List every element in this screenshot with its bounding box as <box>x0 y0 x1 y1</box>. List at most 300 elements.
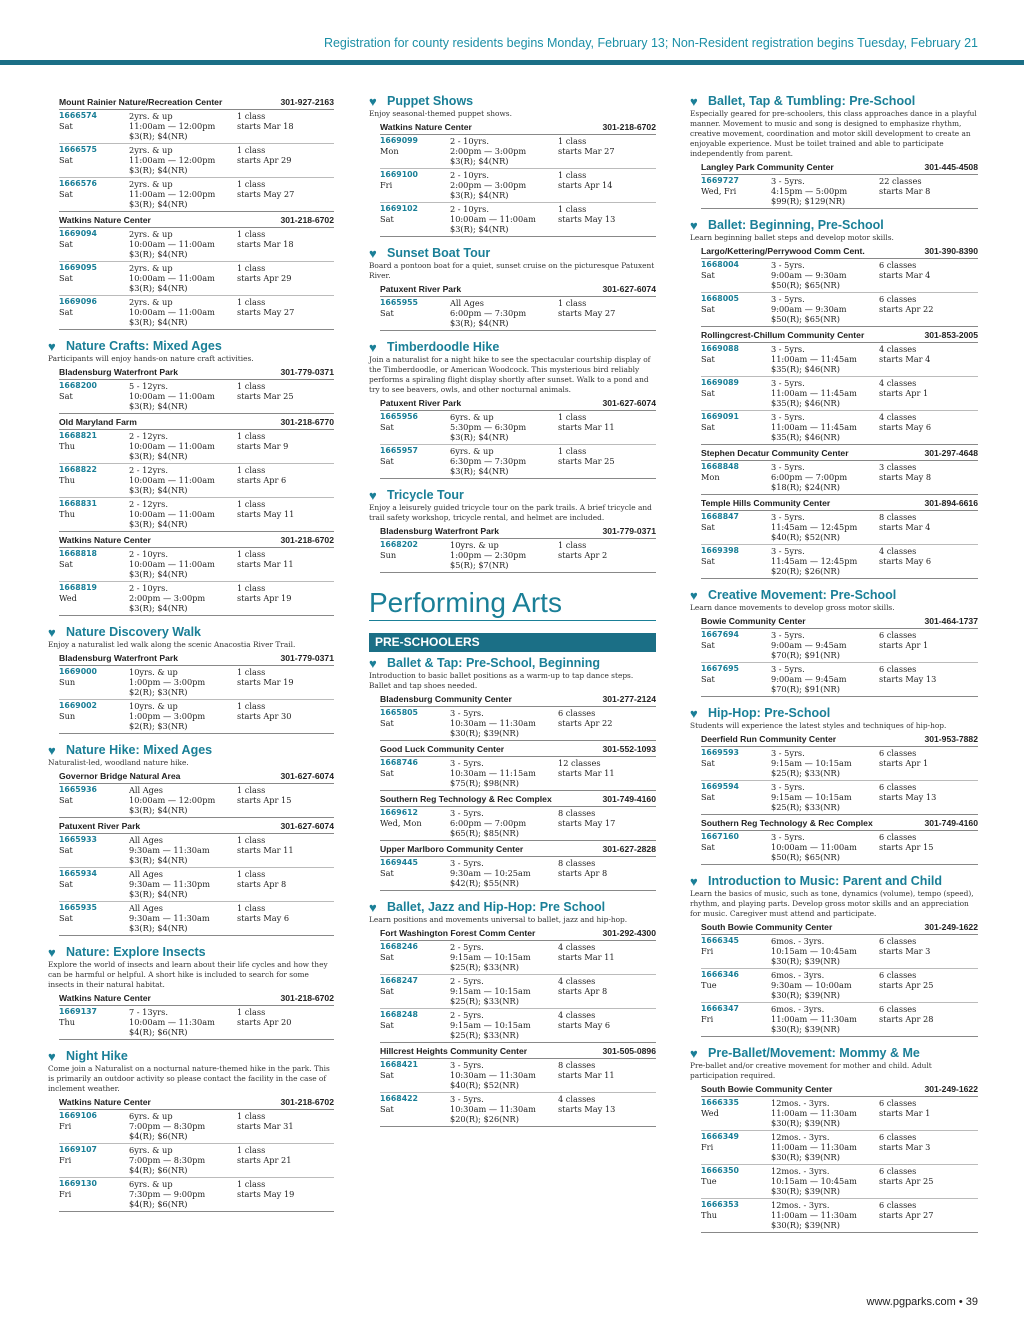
entry-fee: $3(R); $4(NR) <box>450 190 509 200</box>
entry-count: 1 class <box>237 431 266 441</box>
entry-schedule <box>237 431 334 461</box>
entry-time: 11:45am — 12:45pm <box>771 556 858 566</box>
entry-group <box>369 807 656 841</box>
entry-schedule <box>237 381 334 411</box>
entry-time: 10:00am — 11:00am <box>771 842 857 852</box>
entry-start: starts Apr 15 <box>879 842 934 852</box>
entry-start: starts Apr 25 <box>879 980 934 990</box>
entry-time: 11:00am — 12:00pm <box>129 155 216 165</box>
course-code: 1669130 <box>59 1179 97 1188</box>
entry-code-day <box>380 942 450 972</box>
entry-fee: $3(R); $4(NR) <box>129 451 188 461</box>
table-row <box>380 203 656 237</box>
entry-code-day <box>380 1094 450 1124</box>
block-gap <box>369 479 656 488</box>
entry-time: 10:00am — 12:00pm <box>129 795 216 805</box>
entry-time: 10:30am — 11:15am <box>450 768 536 778</box>
entry-time: 9:30am — 11:30pm <box>129 879 211 889</box>
entry-fee: $3(R); $4(NR) <box>129 199 188 209</box>
entry-details <box>129 499 237 529</box>
entry-ages: All Ages <box>129 903 163 913</box>
entry-count: 1 class <box>237 1145 266 1155</box>
entry-fee: $30(R); $39(NR) <box>771 990 840 1000</box>
block-gap <box>690 1037 978 1046</box>
entry-code-day <box>59 869 129 899</box>
location-phone: 301-627-6074 <box>280 821 334 831</box>
location-header <box>380 1046 656 1059</box>
entry-fee: $25(R); $33(NR) <box>450 962 519 972</box>
entry-ages: 3 - 5yrs. <box>771 176 805 186</box>
entry-ages: 12mos. - 3yrs. <box>771 1098 830 1108</box>
table-row <box>59 262 334 296</box>
entry-code-day <box>59 179 129 209</box>
entry-group <box>48 548 334 616</box>
class-block <box>690 706 978 865</box>
course-code: 1668005 <box>701 294 739 303</box>
entry-ages: 2 - 5yrs. <box>450 942 484 952</box>
entry-group <box>48 834 334 936</box>
class-title-text: Puppet Shows <box>387 94 474 108</box>
table-row <box>380 411 656 445</box>
entry-details <box>129 179 237 209</box>
entry-day: Sat <box>380 214 394 224</box>
table-row <box>380 1059 656 1093</box>
entry-schedule <box>879 936 978 966</box>
entry-schedule <box>558 1010 656 1040</box>
entry-count: 22 classes <box>879 176 922 186</box>
course-code: 1669445 <box>380 858 418 867</box>
table-row <box>59 498 334 532</box>
entry-code-day <box>701 462 771 492</box>
entry-count: 4 classes <box>879 546 917 556</box>
entry-day: Sat <box>701 792 715 802</box>
entry-details <box>129 1007 237 1037</box>
entry-code-day <box>380 976 450 1006</box>
registration-notice: Registration for county residents begins Monday, February 13; Non-Resident registration begins Tuesday, February 21 <box>323 36 978 50</box>
location-header <box>701 330 978 343</box>
entry-day: Sat <box>380 986 394 996</box>
entry-time: 11:00am — 12:00pm <box>129 121 216 131</box>
entry-day: Fri <box>701 1014 714 1024</box>
location-name: Watkins Nature Center <box>59 1097 151 1107</box>
entry-count: 1 class <box>237 903 266 913</box>
entry-code-day <box>701 512 771 542</box>
location-name: Governor Bridge Natural Area <box>59 771 181 781</box>
location-phone: 301-749-4160 <box>602 794 656 804</box>
entry-schedule <box>879 260 978 290</box>
entry-count: 1 class <box>237 869 266 879</box>
entry-count: 6 classes <box>558 708 596 718</box>
entry-code-day <box>59 701 129 731</box>
table-row <box>59 430 334 464</box>
entry-schedule <box>237 549 334 579</box>
course-code: 1669091 <box>701 412 739 421</box>
entry-day: Sat <box>59 307 73 317</box>
entry-start: starts Mar 18 <box>237 239 294 249</box>
entry-code-day <box>59 297 129 327</box>
entry-day: Sat <box>59 559 73 569</box>
class-block <box>690 874 978 1037</box>
class-title <box>48 1049 334 1064</box>
table-row <box>701 663 978 697</box>
entry-schedule <box>558 858 656 888</box>
entry-fee: $4(R); $6(NR) <box>129 1165 188 1175</box>
entry-schedule <box>237 179 334 209</box>
location-name: Old Maryland Farm <box>59 417 137 427</box>
entry-schedule <box>237 145 334 175</box>
table-row <box>380 445 656 479</box>
class-description: Join a naturalist for a night hike to see the spectacular courtship display of the Timberdoodle, or American Woodcock. This mysterious bird reliably performs a spiraling flight display shortly after sunset. Walk to a pond and try to see beavers, owls, and other nocturnal animals. <box>369 355 651 394</box>
heart-icon: ♥ <box>690 874 698 889</box>
entry-fee: $42(R); $55(NR) <box>450 878 519 888</box>
entry-group <box>369 411 656 479</box>
course-code: 1665956 <box>380 412 418 421</box>
entry-day: Sat <box>701 388 715 398</box>
entry-details <box>771 936 879 966</box>
entry-count: 1 class <box>558 204 587 214</box>
entry-details <box>129 381 237 411</box>
entry-start: starts Apr 6 <box>237 475 287 485</box>
entry-count: 6 classes <box>879 936 917 946</box>
entry-details <box>771 512 879 542</box>
column-1 <box>48 94 334 1221</box>
entry-start: starts May 6 <box>558 1020 611 1030</box>
entry-time: 11:00am — 11:30am <box>771 1210 857 1220</box>
entry-code-day <box>701 782 771 812</box>
class-description: Naturalist-led, woodland nature hike. <box>48 758 189 767</box>
entry-fee: $3(R); $4(NR) <box>450 318 509 328</box>
entry-day: Sat <box>59 239 73 249</box>
course-code: 1669094 <box>59 229 97 238</box>
class-title-text: Ballet, Jazz and Hip-Hop: Pre School <box>387 900 606 914</box>
entry-day: Sun <box>59 711 76 721</box>
entry-count: 1 class <box>237 549 266 559</box>
entry-count: 1 class <box>237 1111 266 1121</box>
class-block <box>369 94 656 237</box>
entry-day: Sat <box>59 879 73 889</box>
entry-time: 6:00pm — 7:30pm <box>450 308 527 318</box>
entry-details <box>129 145 237 175</box>
course-code: 1668831 <box>59 499 97 508</box>
entry-schedule <box>237 583 334 613</box>
location-phone: 301-927-2163 <box>280 97 334 107</box>
entry-schedule <box>237 1145 334 1175</box>
entry-group <box>369 757 656 791</box>
entry-count: 4 classes <box>558 1094 596 1104</box>
entry-group <box>690 935 978 1037</box>
entry-start: starts Apr 22 <box>558 718 613 728</box>
entry-ages: 6yrs. & up <box>129 1179 173 1189</box>
location-header <box>380 122 656 135</box>
location-phone: 301-218-6702 <box>280 1097 334 1107</box>
table-row <box>380 1093 656 1127</box>
entry-time: 6:00pm — 7:00pm <box>450 818 527 828</box>
entry-start: starts Mar 9 <box>237 441 289 451</box>
entry-start: starts May 17 <box>558 818 616 828</box>
entry-ages: 3 - 5yrs. <box>771 832 805 842</box>
entry-day: Sat <box>59 913 73 923</box>
entry-schedule <box>879 1098 978 1128</box>
entry-day: Sat <box>380 952 394 962</box>
entry-schedule <box>558 942 656 972</box>
location-name: Hillcrest Heights Community Center <box>380 1046 528 1056</box>
entry-start: starts Apr 8 <box>237 879 287 889</box>
entry-details <box>450 204 558 234</box>
location-header <box>701 1084 978 1097</box>
heart-icon: ♥ <box>369 900 377 915</box>
entry-fee: $3(R); $4(NR) <box>450 432 509 442</box>
course-code: 1669100 <box>380 170 418 179</box>
heart-icon: ♥ <box>369 656 377 671</box>
entry-fee: $30(R); $39(NR) <box>771 1186 840 1196</box>
section-subheader: PRE-SCHOOLERS <box>369 633 656 652</box>
table-row <box>701 343 978 377</box>
class-title-text: Ballet: Beginning, Pre-School <box>708 218 884 232</box>
heart-icon: ♥ <box>690 706 698 721</box>
entry-count: 1 class <box>237 785 266 795</box>
class-title-text: Nature Crafts: Mixed Ages <box>66 339 222 353</box>
entry-time: 9:15am — 10:15am <box>771 792 852 802</box>
entry-ages: 5 - 12yrs. <box>129 381 168 391</box>
entry-day: Sat <box>701 270 715 280</box>
class-title <box>48 743 334 758</box>
entry-group <box>690 747 978 815</box>
entry-schedule <box>237 1111 334 1141</box>
entry-details <box>771 378 879 408</box>
entry-schedule <box>558 170 656 200</box>
course-code: 1668819 <box>59 583 97 592</box>
location-header <box>59 417 334 430</box>
entry-start: starts Mar 27 <box>558 146 615 156</box>
class-block <box>369 900 656 1127</box>
entry-fee: $70(R); $91(NR) <box>771 684 840 694</box>
location-phone: 301-218-6702 <box>602 122 656 132</box>
location-name: Good Luck Community Center <box>380 744 505 754</box>
entry-schedule <box>237 869 334 899</box>
entry-count: 1 class <box>237 229 266 239</box>
class-description: Explore the world of insects and learn about their life cycles and how they can be harmful or helpful. A short hike is included to search for some insects in their natural habitat. <box>48 960 328 989</box>
entry-fee: $35(R); $46(NR) <box>771 432 840 442</box>
entry-count: 1 class <box>237 145 266 155</box>
entry-start: starts May 13 <box>879 792 937 802</box>
entry-group <box>690 629 978 697</box>
entry-details <box>450 136 558 166</box>
entry-time: 7:30pm — 9:00pm <box>129 1189 206 1199</box>
entry-ages: 3 - 5yrs. <box>450 808 484 818</box>
entry-ages: 3 - 5yrs. <box>771 344 805 354</box>
entry-time: 5:30pm — 6:30pm <box>450 422 527 432</box>
table-row <box>380 539 656 573</box>
entry-ages: 12mos. - 3yrs. <box>771 1200 830 1210</box>
entry-time: 2:00pm — 3:00pm <box>129 593 206 603</box>
entry-day: Fri <box>701 946 714 956</box>
entry-fee: $3(R); $4(NR) <box>129 519 188 529</box>
entry-ages: 12mos. - 3yrs. <box>771 1132 830 1142</box>
entry-time: 10:15am — 10:45am <box>771 946 857 956</box>
location-name: Watkins Nature Center <box>59 535 151 545</box>
location-name: Stephen Decatur Community Center <box>701 448 849 458</box>
class-block <box>690 218 978 579</box>
entry-count: 8 classes <box>879 512 917 522</box>
location-phone: 301-627-2828 <box>602 844 656 854</box>
entry-time: 4:15pm — 5:00pm <box>771 186 848 196</box>
entry-details <box>450 412 558 442</box>
entry-code-day <box>380 540 450 570</box>
entry-fee: $3(R); $4(NR) <box>129 131 188 141</box>
block-gap <box>369 237 656 246</box>
entry-schedule <box>879 1004 978 1034</box>
entry-count: 1 class <box>558 298 587 308</box>
entry-details <box>129 229 237 259</box>
table-row <box>701 1199 978 1233</box>
entry-group <box>369 539 656 573</box>
entry-day: Sat <box>701 640 715 650</box>
entry-start: starts Mar 8 <box>879 186 931 196</box>
entry-code-day <box>701 344 771 374</box>
entry-details <box>450 808 558 838</box>
course-code: 1669107 <box>59 1145 97 1154</box>
entry-count: 6 classes <box>879 748 917 758</box>
entry-count: 6 classes <box>879 664 917 674</box>
course-code: 1667694 <box>701 630 739 639</box>
class-description: Enjoy seasonal-themed puppet shows. <box>369 109 512 118</box>
entry-time: 10:30am — 11:30am <box>450 1104 536 1114</box>
location-phone: 301-218-6702 <box>280 215 334 225</box>
entry-start: starts May 6 <box>879 422 932 432</box>
course-code: 1667695 <box>701 664 739 673</box>
entry-code-day <box>59 465 129 495</box>
entry-code-day <box>701 630 771 660</box>
location-name: Upper Marlboro Community Center <box>380 844 524 854</box>
entry-details <box>771 664 879 694</box>
location-phone: 301-218-6770 <box>280 417 334 427</box>
entry-group <box>690 511 978 579</box>
class-title-text: Tricycle Tour <box>387 488 464 502</box>
entry-fee: $50(R); $65(NR) <box>771 314 840 324</box>
location-phone: 301-277-2124 <box>602 694 656 704</box>
header-rule <box>0 60 1024 65</box>
entry-fee: $30(R); $39(NR) <box>771 956 840 966</box>
class-title-text: Hip-Hop: Pre-School <box>708 706 831 720</box>
location-header <box>701 246 978 259</box>
class-title-text: Introduction to Music: Parent and Child <box>708 874 943 888</box>
location-phone: 301-627-6074 <box>280 771 334 781</box>
entry-ages: 3 - 5yrs. <box>771 630 805 640</box>
entry-fee: $3(R); $4(NR) <box>129 603 188 613</box>
location-phone: 301-464-1737 <box>924 616 978 626</box>
course-code: 1668847 <box>701 512 739 521</box>
entry-start: starts Apr 15 <box>237 795 292 805</box>
entry-day: Fri <box>380 180 393 190</box>
course-code: 1668200 <box>59 381 97 390</box>
entry-ages: 2 - 10yrs. <box>450 204 489 214</box>
entry-ages: 3 - 5yrs. <box>450 708 484 718</box>
entry-details <box>129 583 237 613</box>
entry-day: Wed, Fri <box>701 186 737 196</box>
entry-start: starts Apr 1 <box>879 758 929 768</box>
table-row <box>701 831 978 865</box>
table-row <box>59 548 334 582</box>
entry-ages: 3 - 5yrs. <box>771 546 805 556</box>
table-row <box>701 259 978 293</box>
entry-schedule <box>558 758 656 788</box>
location-phone: 301-505-0896 <box>602 1046 656 1056</box>
entry-fee: $30(R); $39(NR) <box>771 1152 840 1162</box>
class-description: Enjoy a leisurely guided tricycle tour on the park trails. A brief tricycle and trail safety workshop, tricycle rental, and helmet are included. <box>369 503 652 522</box>
entry-schedule <box>237 1179 334 1209</box>
course-code: 1668848 <box>701 462 739 471</box>
block-gap <box>48 734 334 743</box>
entry-time: 9:00am — 9:45am <box>771 674 847 684</box>
entry-ages: 6yrs. & up <box>450 446 494 456</box>
entry-schedule <box>879 412 978 442</box>
entry-code-day <box>701 1004 771 1034</box>
entry-start: starts Mar 11 <box>237 845 294 855</box>
entry-details <box>450 298 558 328</box>
entry-details <box>771 1200 879 1230</box>
location-phone: 301-779-0371 <box>280 653 334 663</box>
entry-start: starts Mar 31 <box>237 1121 294 1131</box>
block-gap <box>48 330 334 339</box>
entry-details <box>129 903 237 933</box>
course-code: 1668246 <box>380 942 418 951</box>
entry-ages: 2 - 5yrs. <box>450 976 484 986</box>
heart-icon: ♥ <box>369 246 377 261</box>
entry-ages: 2 - 10yrs. <box>450 170 489 180</box>
block-gap <box>48 1212 334 1221</box>
course-code: 1669612 <box>380 808 418 817</box>
entry-ages: 3 - 5yrs. <box>771 748 805 758</box>
location-phone: 301-853-2005 <box>924 330 978 340</box>
class-description: Especially geared for pre-schoolers, this class approaches dance in a playful manner. Movement to music and song is designed to emphasize rhythm, creative movement, coordination and motor skill development to create an enjoyable experience. Must be toilet trained and able to participate independently from parent. <box>690 109 977 158</box>
table-row <box>380 807 656 841</box>
class-description: Learn positions and movements universal to ballet, jazz and hip-hop. <box>369 915 628 924</box>
entry-schedule <box>879 1132 978 1162</box>
class-title <box>690 874 978 889</box>
location-header <box>380 794 656 807</box>
entry-start: starts Apr 29 <box>237 155 292 165</box>
entry-details <box>129 297 237 327</box>
entry-fee: $50(R); $65(NR) <box>771 852 840 862</box>
entry-fee: $35(R); $46(NR) <box>771 364 840 374</box>
block-gap <box>48 1040 334 1049</box>
course-code: 1666335 <box>701 1098 739 1107</box>
entry-time: 6:30pm — 7:30pm <box>450 456 527 466</box>
course-code: 1666346 <box>701 970 739 979</box>
entry-fee: $20(R); $26(NR) <box>450 1114 519 1124</box>
class-title <box>369 340 656 355</box>
course-code: 1669095 <box>59 263 97 272</box>
entry-time: 10:00am — 11:00am <box>129 273 215 283</box>
entry-ages: 6mos. - 3yrs. <box>771 1004 825 1014</box>
class-description: Board a pontoon boat for a quiet, sunset cruise on the picturesque Patuxent River. <box>369 261 655 280</box>
entry-schedule <box>237 1007 334 1037</box>
entry-day: Sat <box>59 795 73 805</box>
entry-day: Sat <box>701 304 715 314</box>
entry-fee: $30(R); $39(NR) <box>450 728 519 738</box>
location-header <box>701 448 978 461</box>
entry-schedule <box>558 298 656 328</box>
location-phone: 301-292-4300 <box>602 928 656 938</box>
entry-start: starts Mar 11 <box>558 1070 615 1080</box>
entry-group <box>369 857 656 891</box>
entry-day: Sat <box>701 842 715 852</box>
table-row <box>701 1097 978 1131</box>
entry-schedule <box>879 176 978 206</box>
entry-start: starts Mar 1 <box>879 1108 931 1118</box>
entry-code-day <box>380 412 450 442</box>
course-code: 1668822 <box>59 465 97 474</box>
